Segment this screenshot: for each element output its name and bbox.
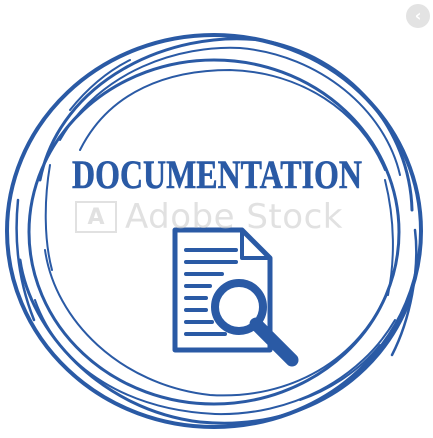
watermark-brand-text: Adobe Stock — [125, 197, 343, 237]
document-magnifier-icon — [175, 230, 292, 360]
stamp-ring-stroke — [392, 230, 416, 355]
stamp-ring-stroke — [300, 345, 380, 400]
stamp-title: DOCUMENTATION — [72, 152, 363, 197]
stamp-ring-stroke — [20, 260, 410, 423]
corner-button[interactable] — [406, 4, 430, 28]
chevron-left-icon: ‹ — [414, 6, 422, 25]
stamp-ring-stroke — [385, 180, 393, 295]
adobe-stock-logo: A — [75, 201, 117, 233]
